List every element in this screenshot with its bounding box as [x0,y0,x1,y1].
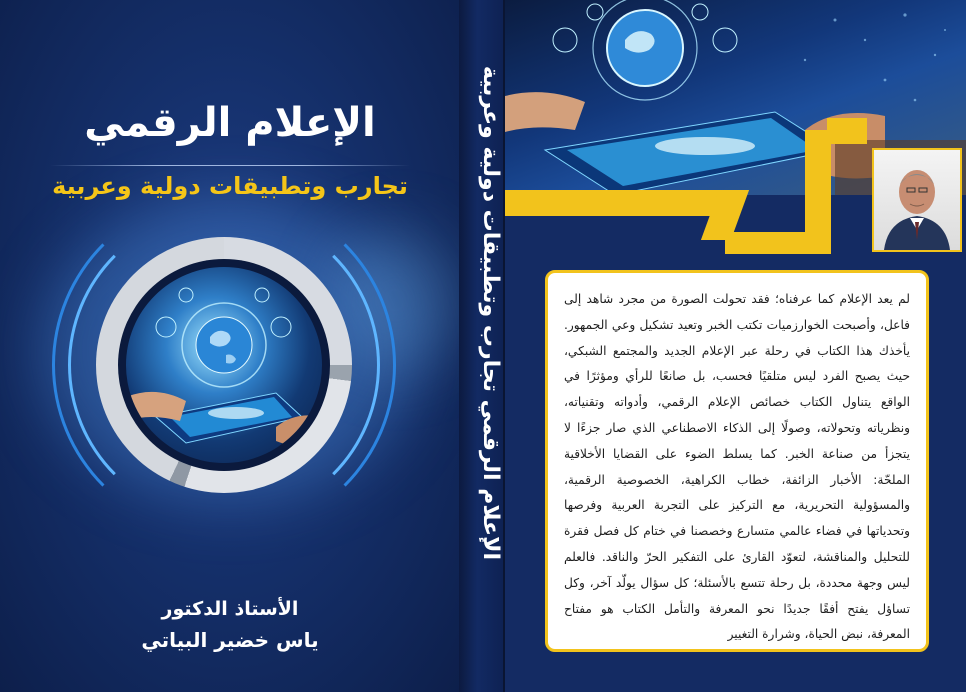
globe-tablet-image [126,267,322,463]
author-title: الأستاذ الدكتور [161,598,299,620]
front-cover [0,0,459,692]
blurb-text: لم يعد الإعلام كما عرفناه؛ فقد تحولت الصورة من مجرد شاهد إلى فاعل، وأصبحت الخوارزميات تكتب الخبر وتعيد تشكيل وعي الجمهور. يأخذك هذا الكتاب في رحلة عبر الإعلام الجديد والمجتمع الشبكي، حيث يصبح الفرد ليس متلقيًا فحسب، بل صانعًا للرأي ومؤثرًا في الواقع يتناول الكتاب خصائص الإعلام الرقمي، وأدواته وتقنياته، ونظرياته وتحولاته، وصولًا إلى الذكاء الاصطناعي الذي صار جزءًا لا يتجزأ من صناعة الخبر. كما يسلط الضوء على القضايا الأخلاقية الملحّة: الأخبار الزائفة، خطاب الكراهية، الخصوصية الرقمية، والمسؤولية التحريرية، مع التركيز على التجربة العربية وفرصها وتحدياتها في فضاء عالمي متسارع وخصصنا في ختام كل فصل فقرة للتحليل والمناقشة، لتعوّد القارئ على التفكير الحرّ والناقد. فالعلم ليس وجهة محددة، بل رحلة تتسع بالأسئلة؛ كل سؤال يولّد آخر، وكل تساؤل يفتح أفقًا جديدًا نحو المعرفة والتأمل الكتاب هو مفتاح المعرفة، نبض الحياة، وشرارة التغيير [564,292,910,642]
gold-ribbon [505,190,725,216]
author-name: ياس خضير البياتي [141,628,319,652]
globe-ring-emblem [96,237,352,493]
title-divider [50,165,410,166]
book-title: الإعلام الرقمي [84,100,376,146]
author-portrait [872,148,962,252]
spine-title: الإعلام الرقمي تجارب وتطبيقات دولية وعربية [478,65,503,560]
back-cover-blurb [545,270,929,652]
book-spine [459,0,505,692]
book-subtitle: تجارب وتطبيقات دولية وعربية [52,172,408,200]
back-cover [505,0,966,692]
